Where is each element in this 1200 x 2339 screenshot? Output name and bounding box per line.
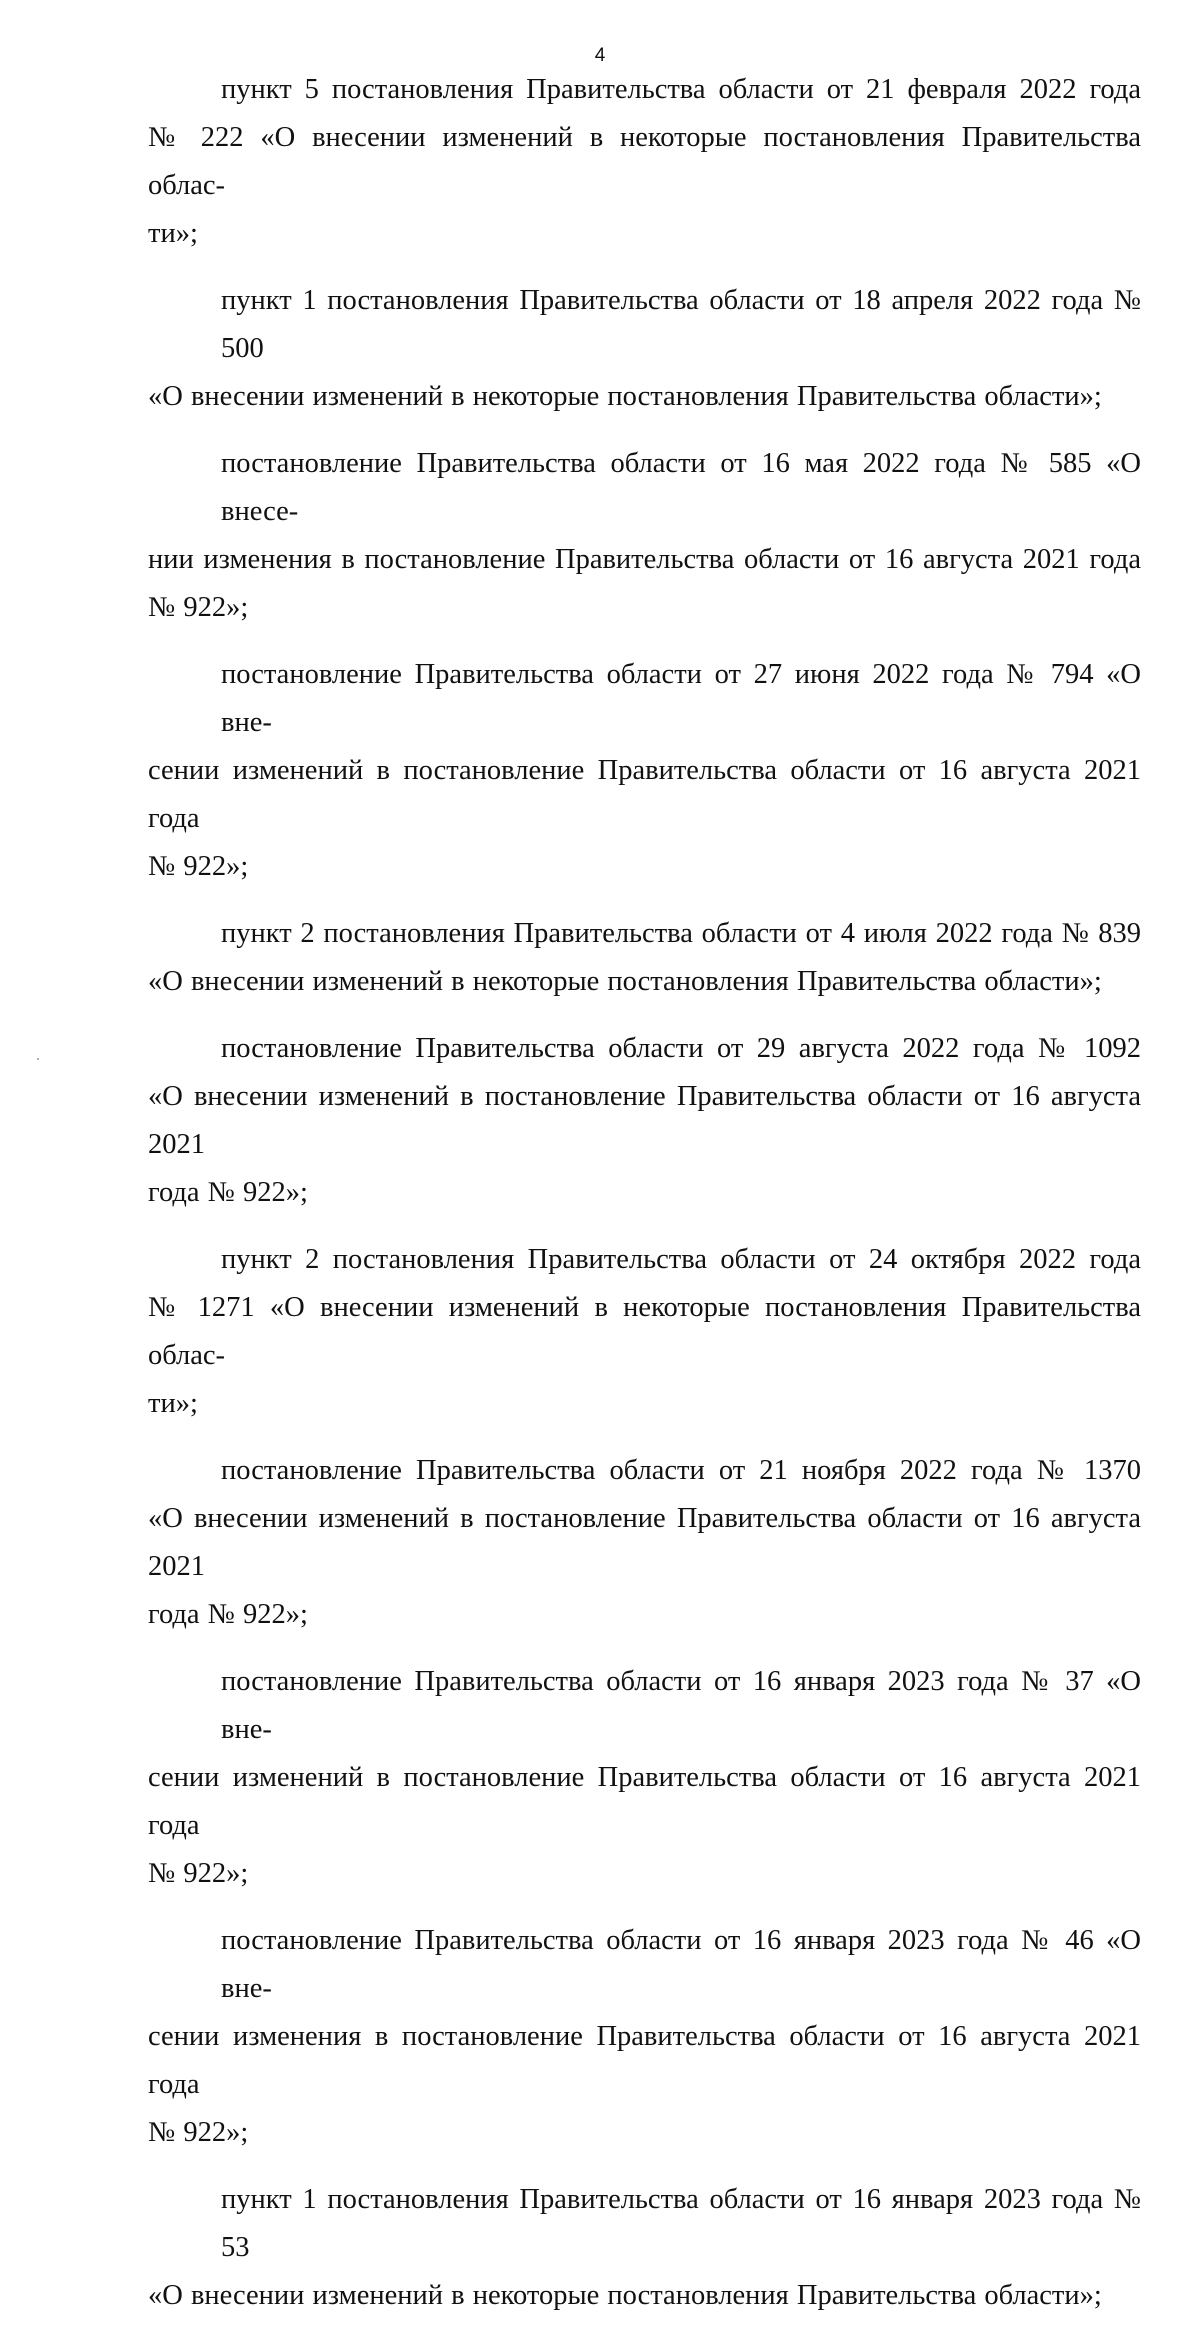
text-line: сении изменений в постановление Правительства области от 16 августа 2021 года <box>148 755 1141 834</box>
list-item <box>148 1236 1141 1428</box>
list-item <box>148 2176 1141 2320</box>
text-line: постановление Правительства области от 29 августа 2022 года № 1092 <box>221 1033 1141 1064</box>
text-line: «О внесении изменений в постановление Правительства области от 16 августа 2021 <box>148 1081 1141 1160</box>
text-line: «О внесении изменений в некоторые постановления Правительства области»; <box>148 381 1102 412</box>
list-item <box>148 1447 1141 1639</box>
text-line: постановление Правительства области от 27 июня 2022 года № 794 «О вне- <box>221 659 1141 738</box>
list-item <box>148 440 1141 632</box>
text-line: нии изменения в постановление Правительства области от 16 августа 2021 года <box>148 544 1141 575</box>
text-line: «О внесении изменений в некоторые постановления Правительства области»; <box>148 2280 1102 2311</box>
list-item <box>148 277 1141 421</box>
text-line: постановление Правительства области от 16 января 2023 года № 37 «О вне- <box>221 1666 1141 1745</box>
list-item <box>148 651 1141 891</box>
text-line: пункт 2 постановления Правительства области от 4 июля 2022 года № 839 <box>221 918 1141 949</box>
list-item <box>148 1917 1141 2157</box>
text-line: постановление Правительства области от 16 января 2023 года № 46 «О вне- <box>221 1925 1141 2004</box>
text-line: пункт 2 постановления Правительства области от 24 октября 2022 года <box>221 1244 1141 1275</box>
text-line: «О внесении изменений в постановление Правительства области от 16 августа 2021 <box>148 1503 1141 1582</box>
list-item <box>148 910 1141 1006</box>
list-item <box>148 1025 1141 1217</box>
text-line: года № 922»; <box>148 1599 308 1630</box>
text-line: № 922»; <box>148 1858 249 1889</box>
list-item <box>148 1658 1141 1898</box>
text-line: сении изменения в постановление Правительства области от 16 августа 2021 года <box>148 2021 1141 2100</box>
list-item <box>148 66 1141 258</box>
text-line: № 922»; <box>148 851 249 882</box>
text-line: сении изменений в постановление Правительства области от 16 августа 2021 года <box>148 1762 1141 1841</box>
text-line: пункт 1 постановления Правительства области от 16 января 2023 года № 53 <box>221 2184 1141 2263</box>
text-line: года № 922»; <box>148 1177 308 1208</box>
page-number: 4 <box>594 45 606 66</box>
text-line: пункт 1 постановления Правительства области от 18 апреля 2022 года № 500 <box>221 285 1141 364</box>
document-body <box>148 66 1141 2339</box>
text-line: пункт 5 постановления Правительства области от 21 февраля 2022 года <box>221 74 1141 105</box>
text-line: постановление Правительства области от 21 ноября 2022 года № 1370 <box>221 1455 1141 1486</box>
text-line: «О внесении изменений в некоторые постановления Правительства области»; <box>148 966 1102 997</box>
text-line: № 922»; <box>148 2117 249 2148</box>
text-line: № 1271 «О внесении изменений в некоторые постановления Правительства облас- <box>148 1292 1141 1371</box>
text-line: ти»; <box>148 1388 198 1419</box>
text-line: ти»; <box>148 218 198 249</box>
text-line: № 222 «О внесении изменений в некоторые постановления Правительства облас- <box>148 122 1141 201</box>
text-line: постановление Правительства области от 16 мая 2022 года № 585 «О внесе- <box>221 448 1141 527</box>
text-line: № 922»; <box>148 592 249 623</box>
scan-speck <box>37 1058 39 1060</box>
